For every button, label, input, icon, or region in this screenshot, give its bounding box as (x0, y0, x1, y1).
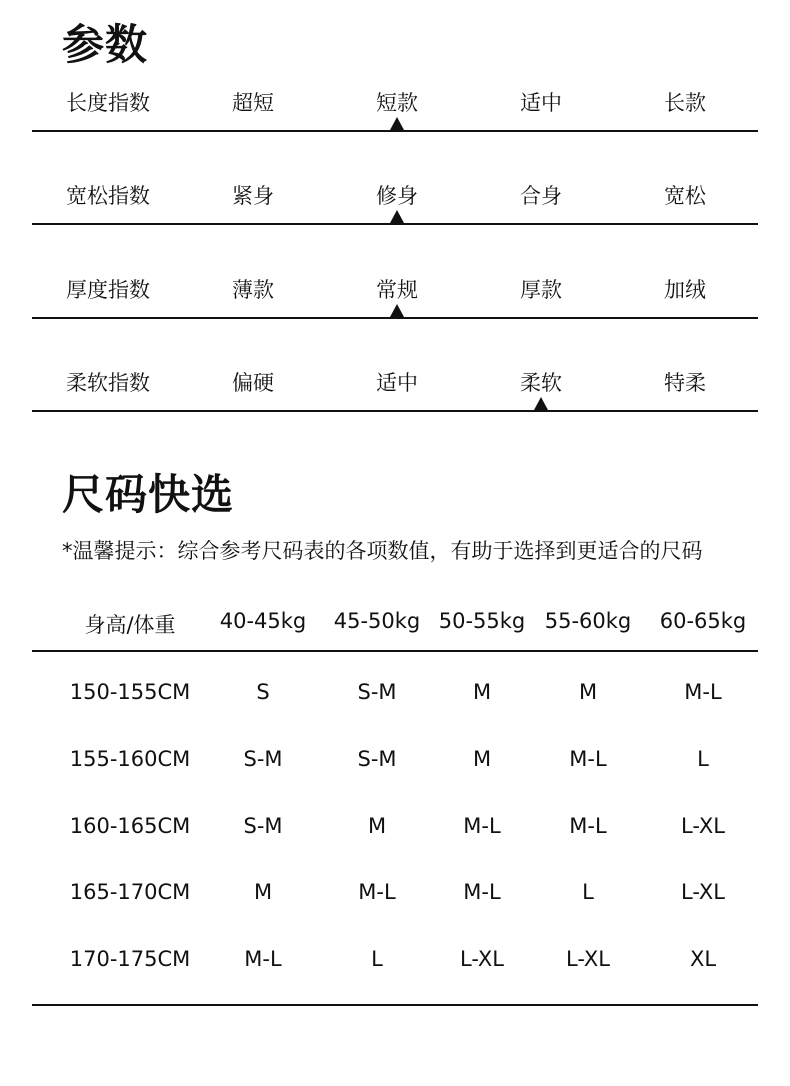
selected-marker-icon (390, 210, 404, 223)
table-cell: L-XL (681, 814, 725, 838)
table-cell: M-L (463, 814, 501, 838)
table-cell: M-L (358, 880, 396, 904)
table-cell: M-L (244, 947, 282, 971)
table-cell: L-XL (681, 880, 725, 904)
table-cell: S-M (243, 747, 283, 771)
table-cell: M (472, 680, 492, 704)
table-header-cell: 40-45kg (219, 609, 307, 633)
table-cell: M-L (569, 814, 607, 838)
table-bottom-divider (32, 1004, 758, 1006)
param-option: 短款 (376, 91, 418, 115)
table-cell: M-L (463, 880, 501, 904)
param-option: 修身 (376, 184, 418, 208)
table-cell: M (472, 747, 492, 771)
param-option: 加绒 (664, 278, 706, 302)
param-option: 偏硬 (232, 371, 274, 395)
param-option: 适中 (376, 371, 418, 395)
table-row-height: 165-170CM (69, 880, 191, 904)
param-option: 适中 (520, 91, 562, 115)
table-row-height: 155-160CM (69, 747, 191, 771)
table-cell: S-M (357, 747, 397, 771)
param-label: 宽松指数 (66, 184, 150, 208)
param-row (32, 180, 758, 274)
table-row-height: 170-175CM (69, 947, 191, 971)
param-option: 合身 (520, 184, 562, 208)
table-row-height: 160-165CM (69, 814, 191, 838)
table-cell: M (253, 880, 273, 904)
param-label: 厚度指数 (66, 278, 150, 302)
param-option: 柔软 (520, 371, 562, 395)
table-cell: S-M (357, 680, 397, 704)
table-cell: L (697, 747, 709, 771)
selected-marker-icon (390, 117, 404, 130)
table-cell: M (578, 680, 598, 704)
table-cell: M (367, 814, 387, 838)
param-label: 柔软指数 (66, 371, 150, 395)
table-cell: S-M (243, 814, 283, 838)
row-divider (32, 317, 758, 319)
param-option: 宽松 (664, 184, 706, 208)
param-label: 长度指数 (66, 91, 150, 115)
param-option: 长款 (664, 91, 706, 115)
table-header-cell: 60-65kg (659, 609, 747, 633)
params-title: 参数 (62, 20, 149, 69)
size-tip: *温馨提示：综合参考尺码表的各项数值，有助于选择到更适合的尺码 (62, 539, 703, 563)
table-header-cell: 45-50kg (333, 609, 421, 633)
table-header-cell: 55-60kg (544, 609, 632, 633)
table-cell: L-XL (566, 947, 610, 971)
row-divider (32, 410, 758, 412)
row-divider (32, 223, 758, 225)
table-cell: L (582, 880, 594, 904)
table-cell: S (256, 680, 270, 704)
table-cell: M-L (684, 680, 722, 704)
table-cell: L-XL (460, 947, 504, 971)
table-row-height: 150-155CM (69, 680, 191, 704)
table-header-divider (32, 650, 758, 652)
selected-marker-icon (534, 397, 548, 410)
table-cell: M-L (569, 747, 607, 771)
param-row (32, 367, 758, 461)
param-option: 紧身 (232, 184, 274, 208)
selected-marker-icon (390, 304, 404, 317)
table-cell: L (371, 947, 383, 971)
param-option: 特柔 (664, 371, 706, 395)
table-header-cell: 身高/体重 (84, 613, 176, 637)
table-cell: XL (689, 947, 717, 971)
table-header-cell: 50-55kg (438, 609, 526, 633)
param-row (32, 274, 758, 368)
size-title: 尺码快选 (62, 470, 235, 519)
param-option: 超短 (232, 91, 274, 115)
param-option: 薄款 (232, 278, 274, 302)
param-row (32, 87, 758, 181)
row-divider (32, 130, 758, 132)
param-option: 厚款 (520, 278, 562, 302)
param-option: 常规 (376, 278, 418, 302)
